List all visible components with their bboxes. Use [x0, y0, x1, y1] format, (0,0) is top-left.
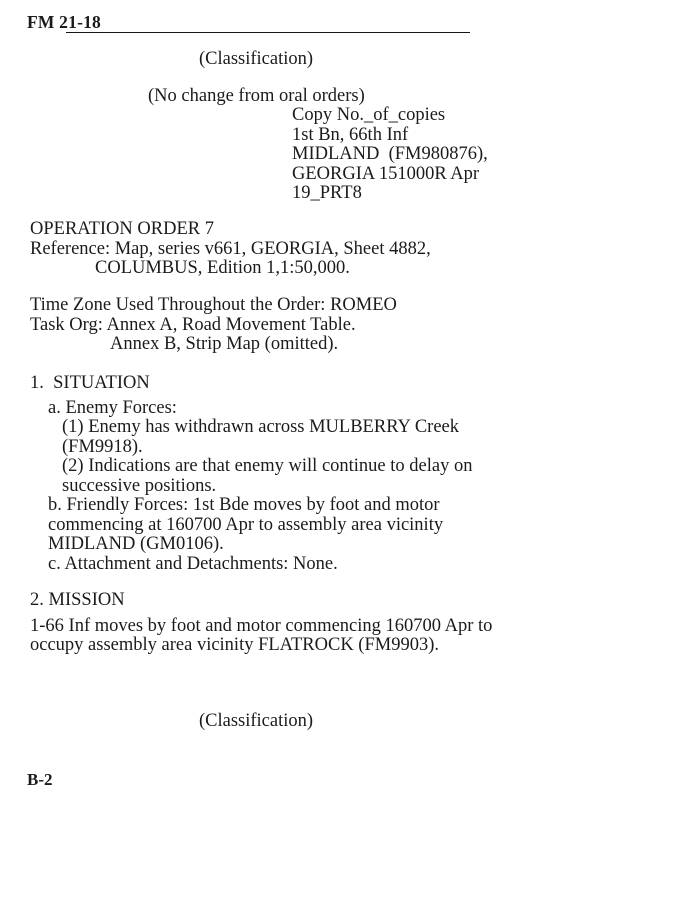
section-mission	[30, 591, 492, 656]
classification-top: (Classification)	[198, 49, 314, 69]
section-situation	[30, 374, 472, 574]
unit-line: 1st Bn, 66th Inf	[292, 124, 409, 145]
timezone-taskorg-block	[30, 296, 397, 355]
state-dtg-line: GEORGIA 151000R Apr	[292, 163, 480, 184]
oral-orders-note: (No change from oral orders)	[148, 86, 365, 106]
situation-item-b-line3: MIDLAND (GM0106).	[48, 534, 224, 554]
situation-item-c: c. Attachment and Detachments: None.	[48, 553, 338, 574]
classification-bottom: (Classification)	[198, 711, 314, 731]
situation-item-a2-line2: successive positions.	[62, 475, 217, 496]
page-number: B-2	[27, 770, 53, 789]
year-msgref-line: 19_PRT8	[292, 183, 362, 203]
copy-number-line: Copy No._of_copies	[292, 105, 446, 125]
reference-line-1: Reference: Map, series v661, GEORGIA, Sheet 4882,	[30, 238, 431, 259]
mission-body-line2: occupy assembly area vicinity FLATROCK (FM9903).	[30, 635, 439, 655]
address-block	[292, 106, 488, 204]
reference-line-2: COLUMBUS, Edition 1,1:50,000.	[95, 258, 350, 278]
situation-item-b-line2: commencing at 160700 Apr to assembly area vicinity	[48, 514, 444, 535]
task-org-line-2: Annex B, Strip Map (omitted).	[110, 334, 339, 354]
mission-heading: 2. MISSION	[30, 590, 125, 610]
manual-code: FM 21-18	[27, 12, 102, 32]
mission-body-line1: 1-66 Inf moves by foot and motor commencing 160700 Apr to	[30, 615, 493, 636]
situation-item-a2-line1: (2) Indications are that enemy will continue to delay on	[62, 456, 473, 476]
order-title: OPERATION ORDER 7	[30, 219, 214, 239]
location-line: MIDLAND (FM980876),	[292, 144, 488, 164]
situation-heading: 1. SITUATION	[30, 373, 150, 393]
operation-order-block	[30, 220, 431, 279]
situation-item-b-line1: b. Friendly Forces: 1st Bde moves by foot and motor	[48, 495, 440, 515]
time-zone-line: Time Zone Used Throughout the Order: ROMEO	[30, 295, 397, 315]
situation-item-a1-line1: (1) Enemy has withdrawn across MULBERRY Creek	[62, 417, 459, 437]
task-org-line-1: Task Org: Annex A, Road Movement Table.	[30, 314, 356, 335]
header-rule	[66, 32, 470, 33]
situation-item-a1-line2: (FM9918).	[62, 436, 143, 457]
situation-item-a: a. Enemy Forces:	[48, 397, 177, 418]
